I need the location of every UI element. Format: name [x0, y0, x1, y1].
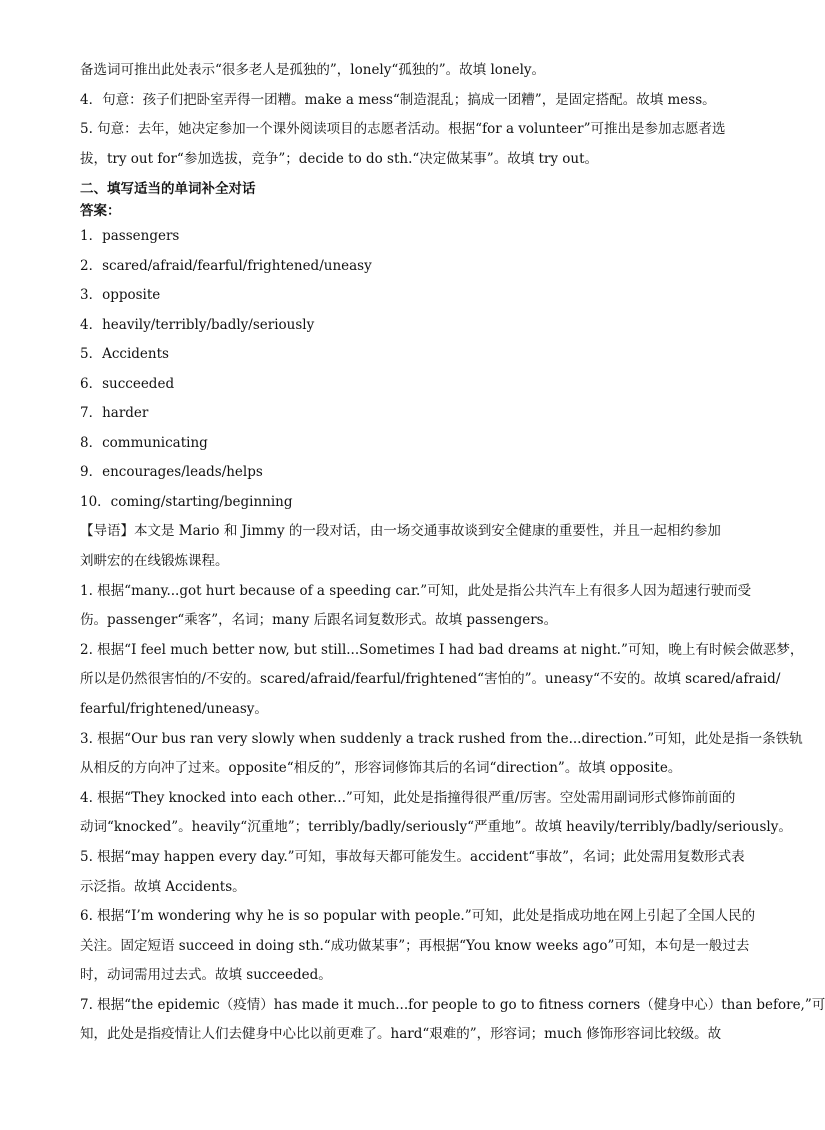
text-line: 知，此处是指疫情让人们去健身中心比以前更难了。hard“艰难的”，形容词；much 修饰形容词比较级。故 [80, 1026, 722, 1043]
text-line: 【导语】本文是 Mario 和 Jimmy 的一段对话，由一场交通事故谈到安全健康的重要性，并且一起相约参加 [80, 523, 721, 540]
text-line: 5. 句意：去年，她决定参加一个课外阅读项目的志愿者活动。根据“for a volunteer”可推出是参加志愿者选 [80, 121, 726, 138]
answer-item: 2．scared/afraid/fearful/frightened/uneasy [80, 257, 372, 274]
text-line: 4．句意：孩子们把卧室弄得一团糟。make a mess“制造混乱；搞成一团糟”，是固定搭配。故填 mess。 [80, 91, 716, 108]
text-line: 备选词可推出此处表示“很多老人是孤独的”，lonely“孤独的”。故填 lonely。 [80, 62, 546, 78]
text-line: fearful/frightened/uneasy。 [80, 700, 268, 717]
answer-item: 8．communicating [80, 434, 208, 451]
text-line: 6. 根据“I’m wondering why he is so popular with people.”可知，此处是指成功地在网上引起了全国人民的 [80, 908, 756, 925]
text-line: 7. 根据“the epidemic（疫情）has made it much...for people to go to fitness corners（健身中心）than before,”可 [80, 996, 825, 1013]
text-line: 5. 根据“may happen every day.”可知，事故每天都可能发生。accident“事故”，名词；此处需用复数形式表 [80, 848, 745, 865]
explanation [80, 517, 825, 1050]
text-line: 3. 根据“Our bus ran very slowly when suddenly a track rushed from the...direction.”可知，此处是指一条铁轨 [80, 730, 803, 747]
answer-label: 答案： [80, 203, 121, 220]
text-line: 从相反的方向冲了过来。opposite“相反的”，形容词修饰其后的名词“direction”。故填 opposite。 [80, 760, 682, 777]
answer-item: 3．opposite [80, 287, 161, 304]
answer-item: 6．succeeded [80, 375, 175, 392]
text-line: 时，动词需用过去式。故填 succeeded。 [80, 967, 332, 984]
text-line: 4. 根据“They knocked into each other...”可知，此处是指撞得很严重/厉害。空处需用副词形式修饰前面的 [80, 789, 736, 806]
section-title: 二、填写适当的单词补全对话 [80, 181, 256, 198]
text-line: 示泛指。故填 Accidents。 [80, 878, 246, 895]
document-page [80, 56, 825, 1050]
text-line: 关注。固定短语 succeed in doing sth.“成功做某事”；再根据“You know weeks ago”可知，本句是一般过去 [80, 937, 750, 954]
answer-item: 10．coming/starting/beginning [80, 493, 293, 510]
answer-item: 4．heavily/terribly/badly/seriously [80, 316, 315, 333]
paragraph-top [80, 56, 726, 174]
answer-list [80, 222, 720, 517]
text-line: 2. 根据“I feel much better now, but still...Sometimes I had bad dreams at night.”可知，晚上有时候会做恶梦， [80, 641, 804, 658]
text-line: 所以是仍然很害怕的/不安的。scared/afraid/fearful/frightened“害怕的”。uneasy“不安的。故填 scared/afraid/ [80, 671, 781, 688]
answer-item: 9．encourages/leads/helps [80, 464, 263, 481]
text-line: 动词“knocked”。heavily“沉重地”；terribly/badly/seriously“严重地”。故填 heavily/terribly/badly/seriously。 [80, 819, 792, 836]
text-line: 刘畊宏的在线锻炼课程。 [80, 552, 229, 569]
text-line: 1. 根据“many...got hurt because of a speeding car.”可知，此处是指公共汽车上有很多人因为超速行驶而受 [80, 582, 752, 599]
text-line: 伤。passenger“乘客”，名词；many 后跟名词复数形式。故填 passengers。 [80, 612, 558, 629]
text-line: 拔，try out for“参加选拔，竞争”；decide to do sth.“决定做某事”。故填 try out。 [80, 150, 599, 167]
answer-item: 1．passengers [80, 228, 180, 245]
answer-item: 7．harder [80, 405, 149, 422]
answer-item: 5．Accidents [80, 346, 169, 363]
